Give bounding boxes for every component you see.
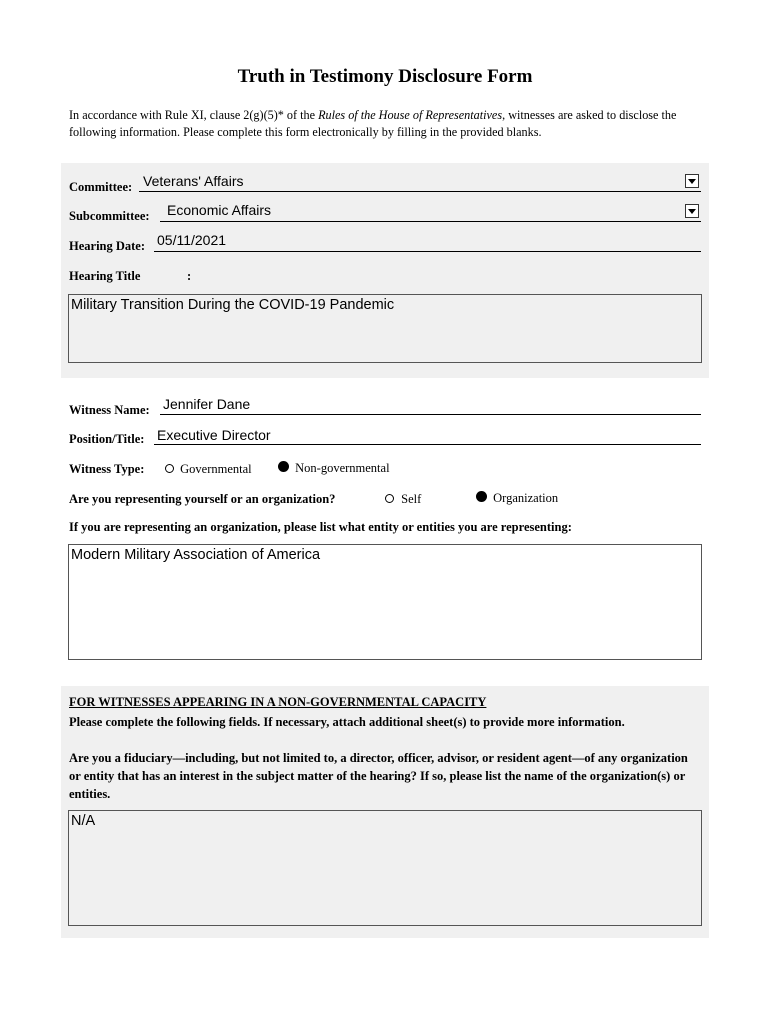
committee-dropdown-arrow-icon[interactable] (685, 174, 699, 188)
intro-text-1: In accordance with Rule XI, clause 2(g)(5)* of the (69, 108, 319, 122)
subcommittee-dropdown-value[interactable]: Economic Affairs (167, 202, 272, 218)
hearing-date-label: Hearing Date: (69, 239, 146, 253)
witness-type-label: Witness Type: (69, 462, 145, 476)
entities-field[interactable] (68, 544, 702, 660)
hearing-title-colon: : (187, 269, 192, 283)
witness-type-nongovernmental-option[interactable] (278, 461, 390, 476)
witness-name-underline (160, 414, 701, 415)
intro-text-2: , witnesses are asked to disclose the following information. Please complete this form electronically by filling in the provided blanks. (69, 108, 677, 139)
witness-type-governmental-option[interactable] (165, 462, 252, 477)
entities-label: If you are representing an organization, please list what entity or entities you are representing: (69, 520, 572, 534)
position-title-field[interactable]: Executive Director (157, 427, 271, 443)
representing-self-label: Self (401, 492, 422, 506)
committee-underline (139, 191, 701, 192)
position-title-underline (154, 444, 701, 445)
form-title: Truth in Testimony Disclosure Form (237, 66, 533, 87)
hearing-title-value: Military Transition During the COVID-19 Pandemic (71, 297, 395, 313)
representing-self-option[interactable] (385, 492, 421, 507)
fiduciary-question: Are you a fiduciary—including, but not limited to, a director, officer, advisor, or resident agent—of any organization or entity that has an interest in the subject matter of the hearing? If so, please list the name of the organization(s) or entities. (69, 751, 688, 801)
hearing-title-label: Hearing Title (69, 269, 141, 283)
committee-label: Committee: (69, 180, 133, 194)
nongovernmental-instructions: Please complete the following fields. If necessary, attach additional sheet(s) to provide more information. (69, 715, 625, 729)
subcommittee-dropdown-arrow-icon[interactable] (685, 204, 699, 218)
radio-unselected-icon[interactable] (385, 494, 394, 503)
witness-type-nongovernmental-label: Non-governmental (295, 461, 390, 475)
representing-organization-label: Organization (493, 491, 559, 505)
witness-name-label: Witness Name: (69, 403, 150, 417)
intro-rules-title: Rules of the House of Representatives (318, 108, 503, 122)
entities-value: Modern Military Association of America (71, 547, 321, 563)
hearing-title-field[interactable] (68, 294, 702, 363)
nongovernmental-heading: FOR WITNESSES APPEARING IN A NON-GOVERNMENTAL CAPACITY (69, 695, 487, 709)
radio-selected-icon[interactable] (476, 491, 487, 502)
witness-type-governmental-label: Governmental (180, 462, 252, 476)
position-title-label: Position/Title: (69, 432, 145, 446)
radio-unselected-icon[interactable] (165, 464, 174, 473)
representing-question: Are you representing yourself or an organization? (69, 492, 336, 506)
representing-organization-option[interactable] (476, 491, 558, 506)
intro-paragraph (69, 107, 709, 141)
witness-name-field[interactable]: Jennifer Dane (163, 396, 251, 412)
fiduciary-answer-field[interactable] (68, 810, 702, 926)
hearing-date-underline (154, 251, 701, 252)
committee-dropdown-value[interactable]: Veterans' Affairs (143, 173, 244, 189)
subcommittee-label: Subcommittee: (69, 209, 150, 223)
subcommittee-underline (160, 221, 701, 222)
radio-selected-icon[interactable] (278, 461, 289, 472)
hearing-date-field[interactable]: 05/11/2021 (157, 232, 227, 248)
fiduciary-answer-value: N/A (71, 813, 96, 829)
